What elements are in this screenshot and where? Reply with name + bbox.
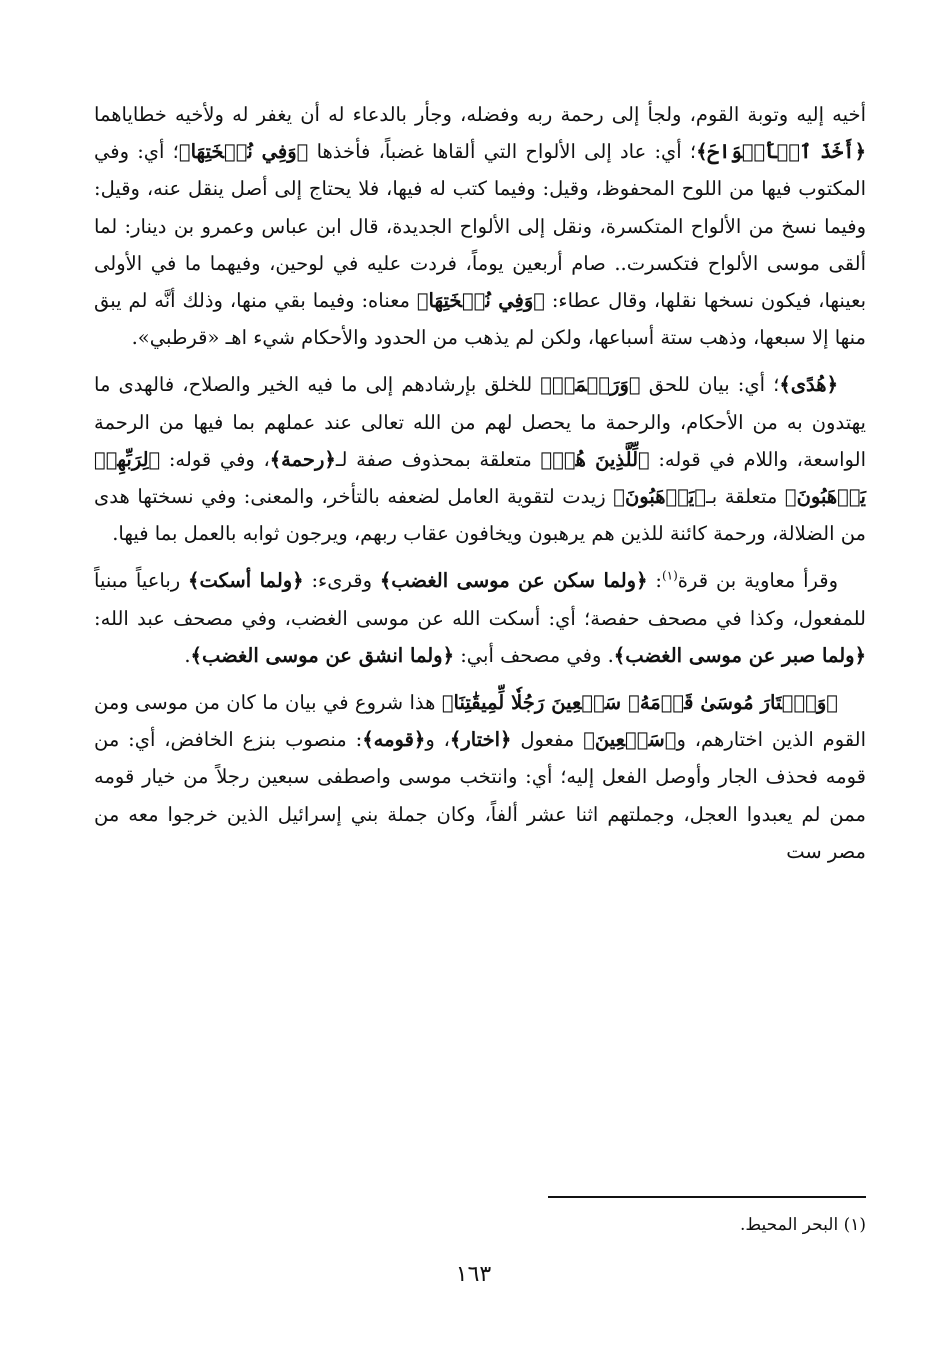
text-run: : منصوب بنزع الخافض، أي: من قومه فحذف الجار وأوصل الفعل إليه؛ أي: وانتخب موسى واصطفى سبعين رجلاً من خيار قومه ممن لم يعبدوا العجل، وجملتهم اثنا عشر ألفاً، وكان جملة بني إسرائيل الذين خرجوا معه من مصر ست [94,728,866,863]
page-number: ١٦٣ [455,1262,492,1287]
quran-quote: ﴿ولما سكن عن موسى الغضب﴾ [379,569,648,593]
quran-quote: ﴿وَرَحۡمَةٞ﴾ [540,373,641,397]
quran-quote: ﴿وَٱخۡتَارَ مُوسَىٰ قَوۡمَهُۥ سَبۡعِينَ رَجُلٗا لِّمِيقَٰتِنَا﴾ [441,691,838,715]
footnote-divider [548,1196,866,1198]
quran-quote: ﴿وَفِي نُسۡخَتِهَا﴾ [416,289,545,313]
text-run: متعلقة بمحذوف صفة لـ [335,447,541,471]
paragraph [94,562,866,674]
text-run: رباعياً مبنياً للمفعول، وكذا في مصحف حفصة؛ أي: أسكت الله عن موسى الغضب، وفي مصحف عبد الله: [94,569,866,630]
text-run: أخيه إليه وتوبة القوم، ولجأ إلى رحمة ربه وفضله، وجأر بالدعاء له أن يغفر له ولأخيه خطاياهما [94,103,866,126]
quran-quote: ﴿ولما أسكت﴾ [188,569,304,593]
quran-quote: ﴿لِرَبِّهِمۡ يَرۡهَبُونَ﴾ [94,447,866,509]
text-run: ، وفي قوله: [160,447,270,471]
text-run: متعلقة بـ [706,485,785,509]
text-run: للخلق بإرشادهم إلى ما فيه الخير والصلاح، فالهدى ما يهتدون به من الأحكام، والرحمة ما يحصل لهم من الله تعالى عند عملهم بما فيها من الرحمة الواسعة، واللام في قوله: [94,373,866,471]
paragraph [94,684,866,870]
quran-quote: ﴿اختار﴾ [449,728,512,752]
quran-quote: ﴿وَفِي نُسۡخَتِهَا﴾ [178,140,309,164]
paragraph [94,96,866,356]
footnote: (١) البحر المحيط. [740,1215,866,1235]
quran-quote: ﴿هُدًى﴾ [779,373,838,397]
text-run: معناه: وفيما بقي منها، وذلك أنَّه لم يبق منها إلا سبعها، وذهب ستة أسباعها، ولكن لم يذهب من الحدود والأحكام شيء اهـ «قرطبي». [94,289,866,350]
text-run: مفعول [511,728,584,752]
quran-quote: ﴿ولما انشق عن موسى الغضب﴾ [190,643,455,667]
text-run: ؛ أي: وفي المكتوب فيها من اللوح المحفوظ، وقيل: وفيما كتب له فيها، فلا يحتاج إلى أصل ينقل عنه، وقيل: وفيما نسخ من الألواح المتكسرة، ونقل إلى الألواح الجديدة، قال ابن عباس وعمرو بن دينار: لما ألقى موسى الألواح فتكسرت.. صام أربعين يوماً، فردت عليه في لوحين، وفيهما ما في الأولى بعينها، فيكون نسخها نقلها، وقال عطاء: [94,140,867,313]
quran-quote: ﴿ولما صبر عن موسى الغضب﴾ [613,643,866,667]
quran-quote: ﴿سَبۡعِينَ﴾ [583,728,677,752]
quran-quote: ﴿يَرۡهَبُونَ﴾ [613,485,707,509]
text-run: ؛ أي: عاد إلى الألواح التي ألقاها غضباً، فأخذها [308,140,697,164]
text-run: هذا شروع في بيان ما كان من موسى ومن القوم الذين اختارهم، و [94,691,866,752]
text-run: : [647,569,662,593]
text-run: ، و [425,728,450,752]
text-run: وقرىء: [303,569,380,593]
quran-quote: ﴿رحمة﴾ [269,447,336,471]
quran-quote: ﴿أَخَذَ ٱلۡأَلۡوَاحَ﴾ [696,140,867,164]
text-run: زيدت لتقوية العامل لضعفه بالتأخر، والمعنى: وفي نسختها هدى من الضلالة، ورحمة كائنة للذين هم يرهبون ويخافون عقاب ربهم، ويرجون ثوابه بالعمل بما فيها. [94,485,866,546]
text-run: وقرأ معاوية بن قرة [677,569,838,593]
footnote-ref: (١) [661,568,678,583]
paragraph [94,366,866,552]
page-body [94,96,866,880]
text-run: . [184,643,191,667]
text-run: ؛ أي: بيان للحق [640,373,780,397]
quran-quote: ﴿لِّلَّذِينَ هُمۡ﴾ [540,447,650,471]
text-run: . وفي مصحف أبي: [454,643,614,667]
quran-quote: ﴿قومه﴾ [362,728,426,752]
